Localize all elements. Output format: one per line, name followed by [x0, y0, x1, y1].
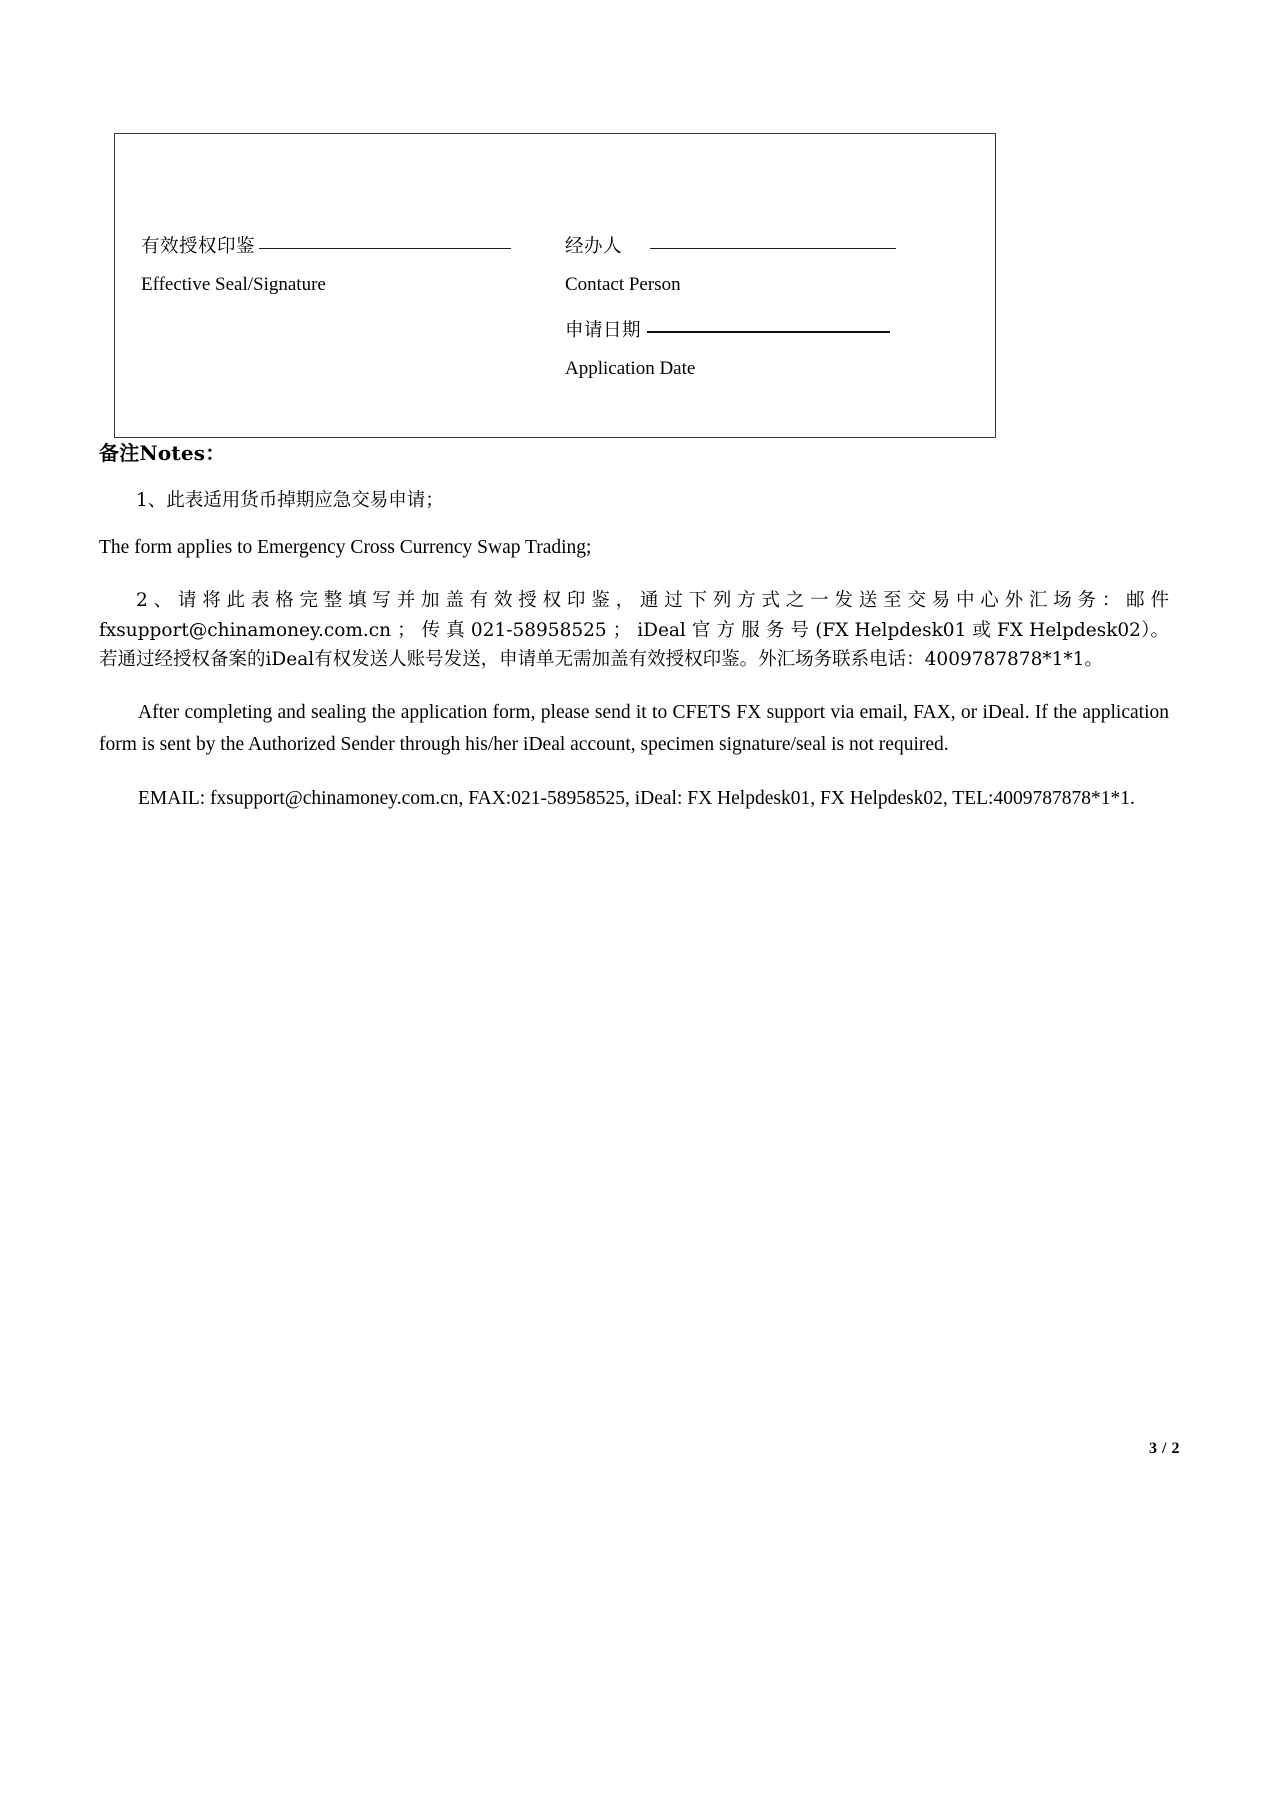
effective-seal-label-en: Effective Seal/Signature — [141, 274, 326, 295]
effective-seal-label-cn: 有效授权印鉴 — [141, 236, 256, 257]
application-date-input-line[interactable] — [647, 331, 890, 333]
note-1-cn: 1、此表适用货币掉期应急交易申请； — [136, 490, 444, 511]
application-date-label-en: Application Date — [565, 358, 696, 379]
application-date-field-row — [565, 316, 890, 342]
notes-contact-line: EMAIL: fxsupport@chinamoney.com.cn, FAX:021-58958525, iDeal: FX Helpdesk01, FX Helpdesk02, TEL:4009787878*1*1. — [138, 787, 1135, 809]
contact-person-label-cn: 经办人 — [565, 236, 623, 257]
note-1-en: The form applies to Emergency Cross Currency Swap Trading; — [99, 536, 592, 558]
contact-person-caption-row — [565, 274, 681, 296]
effective-seal-field-row — [141, 232, 511, 258]
notes-title: 备注Notes： — [99, 441, 226, 465]
contact-person-label-en: Contact Person — [565, 274, 681, 295]
page-footer — [0, 1440, 1180, 1458]
contact-person-input-line[interactable] — [650, 248, 896, 249]
effective-seal-caption-row — [141, 274, 326, 296]
signature-box — [114, 133, 996, 438]
note-2-en: After completing and sealing the application form, please send it to CFETS FX support via email, FAX, or iDeal. If the application form is sent by the Authorized Sender through his/her iDeal account, specimen signature/seal is not required. — [99, 702, 1169, 756]
note-2-cn: 2、请将此表格完整填写并加盖有效授权印鉴，通过下列方式之一发送至交易中心外汇场务：邮件 fxsupport@chinamoney.com.cn ； 传 真 021-58958525 ； iDeal 官 方 服 务 号 (FX Helpdesk01 或 FX Helpdesk02）。若通过经授权备案的iDeal有权发送人账号发送，申请单无需加盖有效授权印鉴。外汇场务联系电话：4009787878*1*1。 — [99, 589, 1169, 671]
contact-person-field-row — [565, 232, 896, 258]
effective-seal-input-line[interactable] — [259, 248, 511, 249]
notes-section — [99, 437, 1169, 828]
application-date-caption-row — [565, 358, 695, 380]
page-number: 3 / 2 — [1149, 1440, 1180, 1457]
application-date-label-cn: 申请日期 — [565, 320, 642, 341]
